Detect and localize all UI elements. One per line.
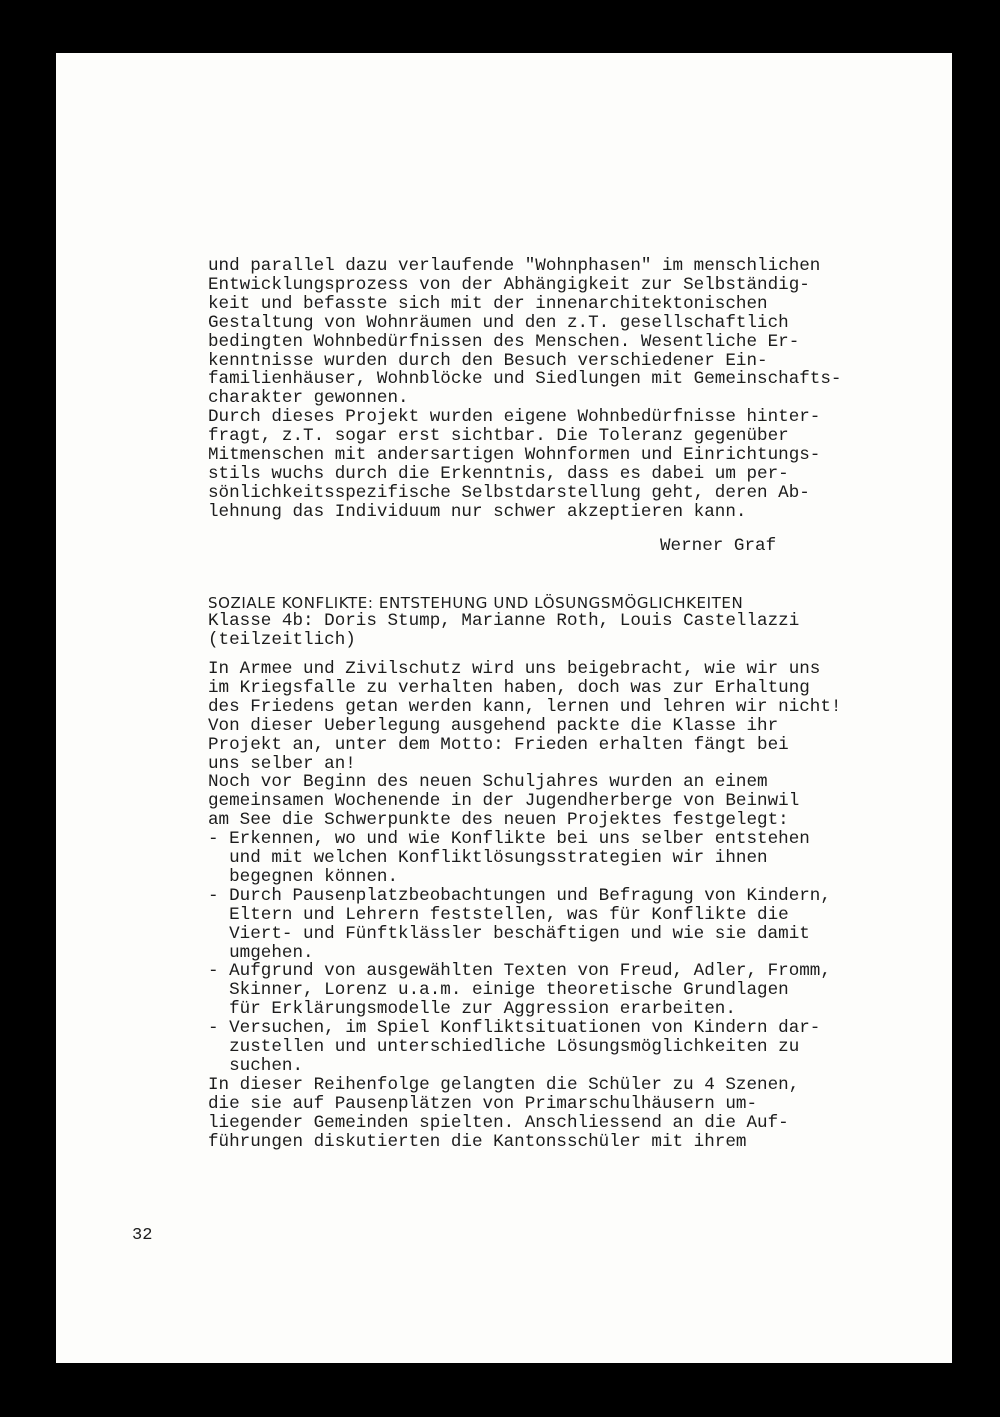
text-line: gemeinsamen Wochenende in der Jugendherberge von Beinwil <box>208 791 800 812</box>
text-line: am See die Schwerpunkte des neuen Projektes festgelegt: <box>208 810 789 831</box>
text-line: In dieser Reihenfolge gelangten die Schüler zu 4 Szenen, <box>208 1074 800 1095</box>
text-line: des Friedens getan werden kann, lernen und lehren wir nicht! <box>208 696 842 717</box>
text-line: sönlichkeitsspezifische Selbstdarstellung geht, deren Ab- <box>208 482 810 503</box>
text-line: stils wuchs durch die Erkenntnis, dass es dabei um per- <box>208 463 789 484</box>
text-line: und mit welchen Konfliktlösungsstrategien wir ihnen <box>208 848 768 868</box>
text-line: Von dieser Ueberlegung ausgehend packte die Klasse ihr <box>208 715 779 736</box>
text-line: im Kriegsfalle zu verhalten haben, doch was zur Erhaltung <box>208 677 810 698</box>
text-line: und parallel dazu verlaufende "Wohnphasen" im menschlichen <box>208 256 821 276</box>
text-line: für Erklärungsmodelle zur Aggression erarbeiten. <box>208 999 736 1020</box>
class-line: Klasse 4b: Doris Stump, Marianne Roth, Louis Castellazzi <box>208 611 800 631</box>
text-line: die sie auf Pausenplätzen von Primarschulhäusern um- <box>208 1093 758 1114</box>
text-line: In Armee und Zivilschutz wird uns beigebracht, wie wir uns <box>208 659 821 679</box>
section-heading: SOZIALE KONFLIKTE: ENTSTEHUNG UND LÖSUNGSMÖGLICHKEITEN <box>208 594 744 612</box>
text-line: Entwicklungsprozess von der Abhängigkeit zur Selbständig- <box>208 274 810 295</box>
text-line: umgehen. <box>208 942 314 963</box>
text-line: Noch vor Beginn des neuen Schuljahres wurden an einem <box>208 772 768 793</box>
text-line: - Versuchen, im Spiel Konfliktsituationen von Kindern dar- <box>208 1018 821 1039</box>
text-line: Projekt an, unter dem Motto: Frieden erhalten fängt bei <box>208 734 789 755</box>
text-line: Mitmenschen mit andersartigen Wohnformen und Einrichtungs- <box>208 445 821 465</box>
text-line: - Durch Pausenplatzbeobachtungen und Befragung von Kindern, <box>208 885 831 906</box>
text-line: - Aufgrund von ausgewählten Texten von Freud, Adler, Fromm, <box>208 961 831 982</box>
document-page <box>56 53 952 1363</box>
text-line: bedingten Wohnbedürfnissen des Menschen. Wesentliche Er- <box>208 331 800 352</box>
text-line: Gestaltung von Wohnräumen und den z.T. gesellschaftlich <box>208 312 789 333</box>
text-line: begegnen können. <box>208 866 399 887</box>
text-line: liegender Gemeinden spielten. Anschliessend an die Auf- <box>208 1112 789 1133</box>
class-line: (teilzeitlich) <box>208 629 356 650</box>
text-line: charakter gewonnen. <box>208 388 409 409</box>
signature: Werner Graf <box>660 536 777 556</box>
text-line: führungen diskutierten die Kantonsschüler mit ihrem <box>208 1131 747 1152</box>
text-line: keit und befasste sich mit der innenarchitektonischen <box>208 293 768 314</box>
text-line: Durch dieses Projekt wurden eigene Wohnbedürfnisse hinter- <box>208 407 821 428</box>
page-number: 32 <box>132 1226 153 1245</box>
text-line: familienhäuser, Wohnblöcke und Siedlungen mit Gemeinschafts- <box>208 369 842 390</box>
text-line: Eltern und Lehrern feststellen, was für Konflikte die <box>208 904 789 925</box>
text-line: - Erkennen, wo und wie Konflikte bei uns selber entstehen <box>208 829 810 850</box>
text-line: fragt, z.T. sogar erst sichtbar. Die Toleranz gegenüber <box>208 426 789 447</box>
text-line: kenntnisse wurden durch den Besuch verschiedener Ein- <box>208 350 768 371</box>
text-line: Viert- und Fünftklässler beschäftigen und wie sie damit <box>208 923 810 944</box>
text-line: uns selber an! <box>208 753 356 774</box>
text-line: suchen. <box>208 1055 304 1076</box>
text-line: lehnung das Individuum nur schwer akzeptieren kann. <box>208 501 747 522</box>
text-line: zustellen und unterschiedliche Lösungsmöglichkeiten zu <box>208 1037 800 1057</box>
text-line: Skinner, Lorenz u.a.m. einige theoretische Grundlagen <box>208 980 789 1001</box>
